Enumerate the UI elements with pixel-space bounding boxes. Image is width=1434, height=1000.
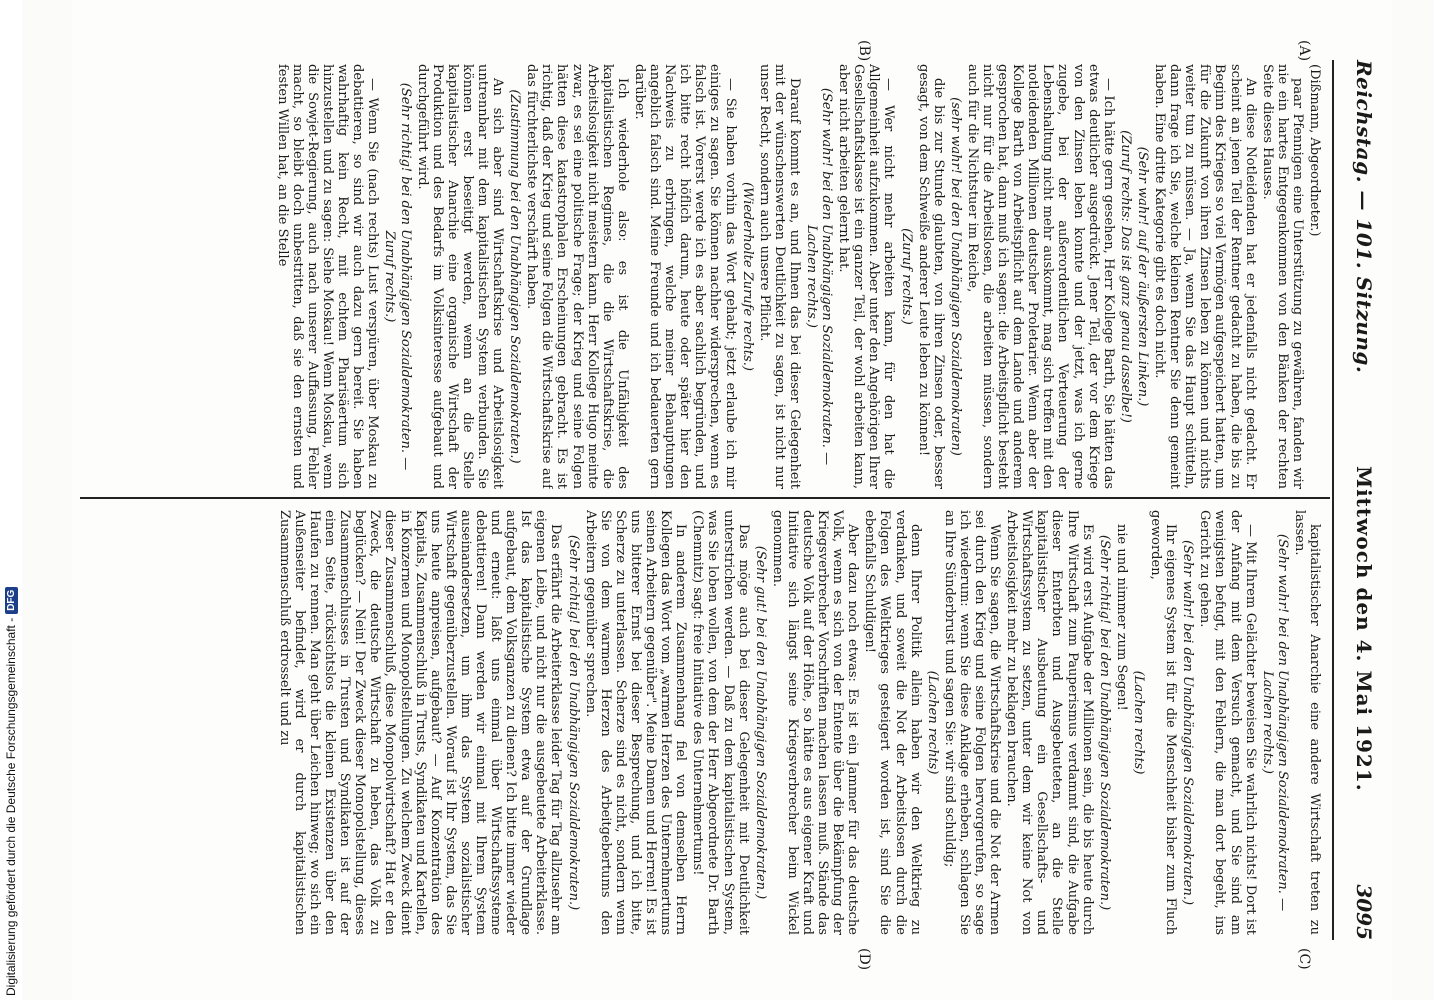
interjection: (Sehr richtig! bei den Unabhängigen Sozialdemokraten.): [1096, 534, 1112, 911]
right-column: [82, 510, 1322, 935]
digitization-credit: [2, 356, 20, 996]
paragraph: — Sie haben vorhin das Wort gehabt; jetzt erlaube ich mir einiges zu sagen. Sie können nachher widersprechen, wenn es falsch ist. Vorerst werde ich es aber sachlich begründen, und ich bitte recht höflich darum, heute oder später hier den Nachweis zu erbringen, welche meiner Behauptungen angeblich falsch sind. Meine Freunde und ich bedauerten gern darüber.: [631, 64, 738, 489]
interjection: (Sehr wahr! bei den Unabhängigen Sozialdemokraten. — Lachen rechts.): [1259, 533, 1290, 912]
paragraph: Es wird erst Aufgabe der Millionen sein, die bis heute durch Ihre Wirtschaft zum Pauperismus verdammt sind, die Aufgabe dieser Enterbten und Ausgebeuteten, an die Stelle kapitalistischer Ausbeutung ein Gesellschafts- und Wirtschaftssystem zu setzen, unter dem wir keine Not von Arbeitslosigkeit mehr zu beklagen brauchen.: [1004, 510, 1095, 935]
interjection: (sehr wahr! bei den Unabhängigen Sozialdemokraten): [947, 97, 963, 456]
interjection: (Sehr gut! bei den Unabhängigen Sozialdemokraten.): [752, 545, 768, 900]
interjection: (Lachen rechts): [924, 670, 940, 775]
dfg-logo: DFG: [5, 587, 18, 614]
paragraph: — Wenn Sie (nach rechts) Lust verspüren, über Moskau zu debattieren, so sind wir auch dazu gern bereit. Sie haben wahrhaftig kein Recht, mit echtem Pharisäertum sich hinzustellen und zu sagen: Siehe Moskau! Wenn Moskau, wenn die Sowjet-Regierung, auch nach unserer Auffassung, Fehler macht, so bleibt doch unbestritten, daß sie den ernsten und festen Willen hat, an die Stelle: [274, 64, 381, 489]
interjection: (Sehr richtig! bei den Unabhängigen Sozialdemokraten.): [565, 534, 581, 911]
paragraph: denn Ihrer Politik allein haben wir den Weltkrieg zu verdanken, und soweit die Not der Arbeitslosen durch die Folgen des Weltkrieges gesteigert worden ist, sind Sie die ebenfalls Schuldigen!: [862, 510, 923, 935]
paragraph: — Ich hätte gern gesehen, Herr Kollege Barth, Sie hätten das etwas deutlicher ausgedrückt. Jener Teil, der vor dem Kriege von den Zinsen leben konnte und der jetzt, was ich gerne zugebe, bei der außerordentlichen Verteuerung der Lebenshaltung nicht mehr auskommt, mag sich treffen mit den notleidenden Millionen deutscher Proletarier. Wenn aber der Kollege Barth von Arbeitspflicht auf dem Lande und anderem gesprochen hat, dann muß ich sagen: die Arbeitspflicht besteht nicht nur für die Arbeitslosen, die arbeiten müssen, sondern auch für die Nichtstuer im Reiche,: [964, 64, 1116, 489]
paragraph: kapitalistischer Anarchie eine andere Wirtschaft treten zu lassen.: [1291, 510, 1322, 935]
left-column: [82, 64, 1322, 489]
paragraph: An sich aber sind Wirtschaftskrise und Arbeitslosigkeit untrennbar mit dem kapitalistischen System verbunden. Sie können erst beseitigt werden, wenn an die Stelle kapitalistischer Anarchie eine organische Wirtschaft der Produktion und des Bedarfs im Volksinteresse aufgebaut und durchgeführt wird.: [414, 64, 506, 489]
paragraph: Aber dazu noch etwas: Es ist ein Jammer für das deutsche Volk, wenn es sich von der Entente über die Bekämpfung der Kriegsverbrecher Vorschriften machen lassen muß. Stände das deutsche Volk auf der Höhe, so hätte es aus eigener Kraft und Initiative sich längst seine Kriegsverbrecher beim Wickel genommen.: [769, 510, 861, 935]
paragraph: Darauf kommt es an, und Ihnen das bei dieser Gelegenheit mit der wünschenswerten Deutlichkeit zu sagen, ist nicht nur unser Recht, sondern auch unsere Pflicht.: [756, 64, 802, 489]
paragraph: — Wer nicht mehr arbeiten kann, für den hat die Allgemeinheit aufzukommen. Aber unter den Angehörigen Ihrer Gesellschaftsklasse ist ein ganzer Teil, der wohl arbeiten kann, aber nicht arbeiten gelernt hat.: [836, 64, 897, 489]
page-header: [1337, 60, 1392, 940]
credit-text: Digitalisierung gefördert durch die Deutsche Forschungsgemeinschaft -: [4, 617, 18, 996]
paragraph: die bis zur Stunde glaubten, von ihren Zinsen oder, besser gesagt, von dem Schweiße anderer Leute leben zu können!: [915, 64, 946, 489]
paragraph: An diese Notleidenden hat er jedenfalls nicht gedacht. Er scheint an jenen Teil der Rentner gedacht zu haben, die bis zu Beginn des Krieges so viel Vermögen aufgespeichert hatten, um für die Zukunft von ihren Zinsen leben zu können und nichts weiter tun zu müssen. — Ja, wenn Sie das Haupt schütteln, dann frage ich Sie, welche kleinen Rentner Sie denn gemeint haben. Eine dritte Kategorie gibt es doch nicht.: [1152, 64, 1258, 489]
digitization-sidebar: [0, 0, 22, 1000]
paragraph: — Mit Ihrem Gelächter beweisen Sie wahrlich nichts! Dort ist der Anfang mit dem Versuch gemacht, und Sie sind am wenigsten befugt, mit den Fehlern, die man dort begeht, ins Gericht zu gehen.: [1197, 510, 1258, 935]
paragraph: Ich wiederhole also: es ist die Unfähigkeit des kapitalistischen Regimes, die die Wirtschaftskrise, die Arbeitslosigkeit nicht meistern kann. Herr Kollege Hugo meinte zwar, es sei eine politische Frage; der Krieg und seine Folgen hätten diese katastrophalen Erscheinungen gebracht. Es ist richtig, daß der Krieg und seine Folgen die Wirtschaftskrise auf das fürchterlichste verschärft haben.: [524, 64, 630, 489]
interjection: (Sehr wahr! auf der äußersten Linken.): [1134, 146, 1150, 407]
paragraph: Wenn Sie sagen, die Wirtschaftskrise und die Not der Armen sei durch den Krieg und seine Folgen hervorgerufen, so sage ich wiederum: wenn Sie diese Anklage erheben, schlagen Sie an Ihre Sünderbrust und sagen Sie: wir sind schuldig;: [941, 510, 1003, 935]
interjection: (Sehr richtig! bei den Unabhängigen Sozialdemokraten. — Zuruf rechts.): [382, 82, 413, 471]
interjection: (Zustimmung bei den Unabhängigen Sozialdemokraten.): [507, 89, 523, 464]
interjection: (Wiederholte Zurufe rechts.): [739, 182, 755, 371]
paragraph: nie und nimmer zum Segen!: [1113, 524, 1129, 711]
interjection: (Lachen rechts): [1130, 670, 1146, 775]
header-date: Mittwoch den 4. Mai 1921.: [1352, 465, 1377, 792]
interjection: (Sehr wahr! bei den Unabhängigen Sozialdemokraten. — Lachen rechts.): [804, 87, 835, 466]
interjection: (Sehr wahr! bei den Unabhängigen Sozialdemokraten.): [1180, 539, 1196, 906]
paragraph: Das erfährt die Arbeiterklasse leider Tag für Tag allzusehr am eigenen Leibe, und nicht nur die ausgebeutete Arbeiterklasse. Ist das kapitalistische System etwa auf der Grundlage aufgebaut, dem Volksganzen zu dienen? Ich bitte immer wieder und erneut: laßt uns einmal über Wirtschaftssysteme debattieren! Dann werden wir einmal mit Ihrem System auseinandersetzen, um ihm das System sozialistischer Wirtschaft gegenüberzustellen. Worauf ist Ihr System, das Sie uns heute anpreisen, aufgebaut? — Auf Konzentration des Kapitals, Zusammenschluß in Trusts, Syndikaten und Kartellen, in Konzernen und Monopolstellungen. Zu welchem Zweck dient dieser Zusammenschluß, diese Monopolwirtschaft? Hat er den Zweck, die deutsche Wirtschaft zu heben, das Volk zu beglücken? — Nein! Der Zweck dieser Monopolstellung, dieses Zusammenschlusses in Trusten und Syndikaten ist auf der einen Seite, rücksichtslos die kleinen Existenzen über den Haufen zu rennen. Man geht über Leichen hinweg; wo sich ein Außenseiter befindet, wird er durch kapitalistischen Zusammenschluß erdrosselt und zu: [276, 510, 564, 935]
column-divider: [80, 497, 1330, 499]
margin-marker-c: (C): [1296, 948, 1312, 970]
speaker-label: (Dißmann, Abgeordneter.): [1307, 64, 1322, 237]
document-page: [72, 0, 1392, 1000]
margin-marker-d: (D): [856, 948, 872, 971]
header-session: Reichstag. — 101. Sitzung.: [1352, 60, 1377, 374]
paragraph: In anderem Zusammenhang fiel von demselben Herrn Kollegen das Wort vom „warmen Herzen des Unternehmertums seinen Arbeitern gegenüber". Meine Damen und Herren! Es ist uns bitterer Ernst bei dieser Besprechung, und ich bitte, Scherze zu unterlassen. Scherze sind es nicht, sondern wenn Sie von dem warmen Herzen des Arbeitgebertums den Arbeitern gegenüber sprechen.: [582, 510, 689, 935]
paragraph: Ihr eigenes System ist für die Menschheit bisher zum Fluch geworden,: [1148, 510, 1179, 935]
interjection: (Zuruf rechts.): [898, 228, 914, 325]
interjection: (Zuruf rechts: Das ist ganz genau dasselbe!): [1117, 130, 1133, 423]
page-number: 3095: [1352, 884, 1377, 940]
paragraph: Das möge auch bei dieser Gelegenheit mit Deutlichkeit unterstrichen werden. — Daß zu dem kapitalistischen System, was Sie loben wollen, von dem der Herr Abgeordnete Dr. Barth (Chemnitz) sagt: freie Initiative des Unternehmertums!: [690, 510, 751, 935]
margin-marker-a: (A): [1296, 40, 1312, 62]
paragraph: paar Pfennigen eine Unterstützung zu gewähren, fanden wir nie ein hartes Entgegenkommen von den Bänken der rechten Seite dieses Hauses.: [1259, 64, 1305, 489]
header-rule: [1332, 60, 1334, 940]
margin-marker-b: (B): [856, 40, 872, 62]
